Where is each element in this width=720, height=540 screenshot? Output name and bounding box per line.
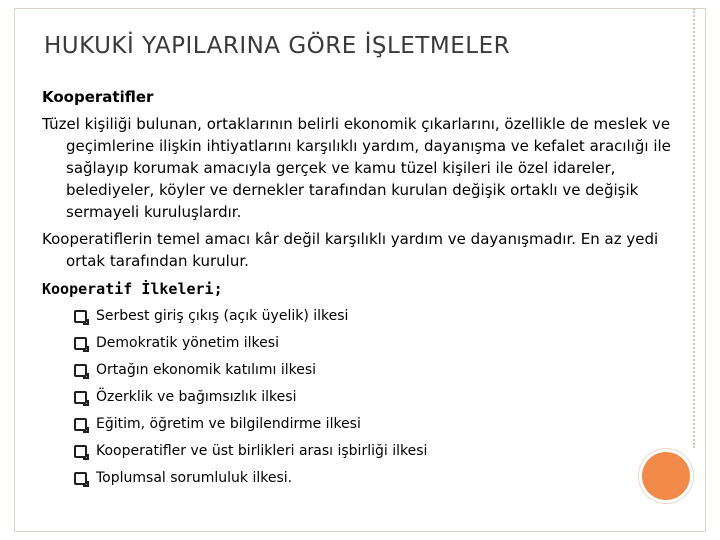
list-item <box>70 414 672 441</box>
list-item-label: Eğitim, öğretim ve bilgilendirme ilkesi <box>96 416 361 432</box>
definition-paragraph: Tüzel kişiliği bulunan, ortaklarının belirli ekonomik çıkarlarını, özellikle de meslek ve geçimlerine ilişkin ihtiyatlarını karşılıklı yardım, dayanışma ve kefalet aracılığı ile sağlayıp korumak amacıyla gerçek ve kamu tüzel kişileri ile özel idareler, belediyeler, köyler ve dernekler tarafından kurulan değişik ortaklı ve değişik sermayeli kuruluşlardır. <box>42 115 671 221</box>
list-item-label: Ortağın ekonomik katılımı ilkesi <box>96 362 317 378</box>
list-item <box>70 441 672 468</box>
purpose-paragraph: Kooperatiflerin temel amacı kâr değil karşılıklı yardım ve dayanışmadır. En az yedi ortak tarafından kurulur. <box>42 230 659 270</box>
principles-list <box>70 306 672 495</box>
square-bullet-icon <box>74 391 87 404</box>
square-bullet-icon <box>74 472 87 485</box>
square-bullet-icon <box>74 445 87 458</box>
list-item-label: Toplumsal sorumluluk ilkesi. <box>96 470 293 486</box>
list-item-label: Kooperatifler ve üst birlikleri arası işbirliği ilkesi <box>96 443 428 459</box>
list-item <box>70 333 672 360</box>
list-item-label: Özerklik ve bağımsızlık ilkesi <box>96 389 297 405</box>
square-bullet-icon <box>74 337 87 350</box>
list-item <box>70 387 672 414</box>
list-item <box>70 360 672 387</box>
slide-title: HUKUKİ YAPILARINA GÖRE İŞLETMELER <box>44 33 511 59</box>
dotted-divider <box>693 8 695 448</box>
principles-heading: Kooperatif İlkeleri; <box>42 280 223 298</box>
square-bullet-icon <box>74 418 87 431</box>
list-item-label: Serbest giriş çıkış (açık üyelik) ilkesi <box>96 308 349 324</box>
slide-content <box>42 86 672 495</box>
square-bullet-icon <box>74 364 87 377</box>
square-bullet-icon <box>74 310 87 323</box>
section-heading: Kooperatifler <box>42 88 154 106</box>
list-item <box>70 468 672 495</box>
list-item <box>70 306 672 333</box>
list-item-label: Demokratik yönetim ilkesi <box>96 335 279 351</box>
